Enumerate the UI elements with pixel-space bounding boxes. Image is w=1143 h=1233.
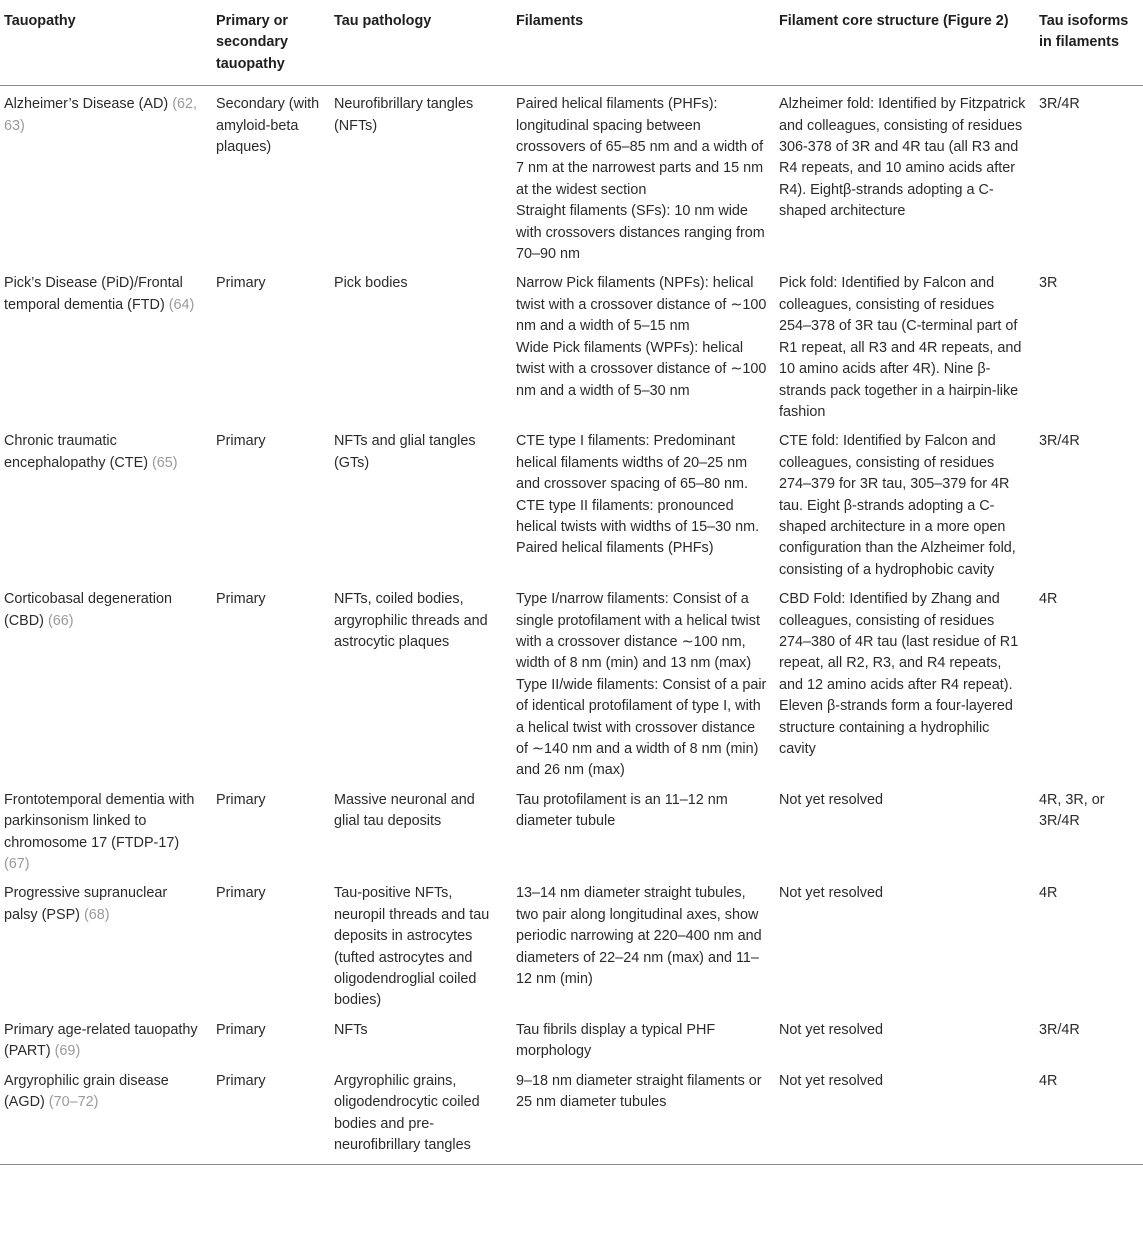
cell-filaments xyxy=(512,879,775,1015)
table-row xyxy=(0,269,1143,427)
tauopathy-name: Alzheimer’s Disease (AD) xyxy=(4,96,169,113)
reference-link[interactable]: (67) xyxy=(4,856,30,873)
cell-tau-pathology: Tau-positive NFTs, neuropil threads and tau deposits in astrocytes (tufted astrocytes and oligodendroglial coiled bodies) xyxy=(334,885,490,1009)
header-tauopathy: Tauopathy xyxy=(0,0,212,86)
cell-filament-core: CBD Fold: Identified by Zhang and colleagues, consisting of residues 274–380 of 4R tau (last residue of R1 repeat, all R2, R3, and R4 repeats, and 12 amino acids after R4 repeat). Eleven β-strands form a four-layered structure containing a hydrophilic cavity xyxy=(779,591,1019,757)
cell-filaments xyxy=(512,427,775,585)
cell-tau-pathology: Massive neuronal and glial tau deposits xyxy=(334,791,475,830)
reference-link[interactable]: (69) xyxy=(54,1043,81,1060)
cell-filament-core: Pick fold: Identified by Falcon and colleagues, consisting of residues 254–378 of 3R tau (C-terminal part of R1 repeat, all R3 and 4R repeats, and 10 amino acids after 4R). Nine β-strands pack together in a hairpin-like fashion xyxy=(779,275,1022,420)
tauopathy-name: Progressive supranuclear palsy (PSP) xyxy=(4,885,168,923)
filament-description: Tau protofilament is an 11–12 nm diameter tubule xyxy=(516,791,728,830)
table-header xyxy=(0,0,1143,86)
filament-description: 9–18 nm diameter straight filaments or 25 nm diameter tubules xyxy=(516,1072,762,1111)
cell-tauopathy-type: Primary xyxy=(216,1021,266,1038)
cell-filaments xyxy=(512,1016,775,1067)
filament-description: Narrow Pick filaments (NPFs): helical twist with a crossover distance of ∼100 nm and a width of 5–15 nm xyxy=(516,275,767,335)
cell-tau-pathology: NFTs xyxy=(334,1021,368,1038)
cell-tauopathy xyxy=(0,1016,212,1067)
reference-link[interactable]: (68) xyxy=(83,906,110,923)
tauopathy-name: Frontotemporal dementia with parkinsonism linked to chromosome 17 (FTDP-17) xyxy=(4,791,195,851)
reference-link[interactable]: (64) xyxy=(168,296,195,313)
filament-description: Tau fibrils display a typical PHF morphology xyxy=(516,1021,716,1060)
filament-description: 13–14 nm diameter straight tubules, two pair along longitudinal axes, show periodic narrowing at 220–400 nm and diameters of 22–24 nm (max) and 11–12 nm (min) xyxy=(516,885,762,988)
cell-filament-core: Not yet resolved xyxy=(779,885,883,902)
cell-tauopathy xyxy=(0,879,212,1015)
filament-description: Wide Pick filaments (WPFs): helical twist with a crossover distance of ∼100 nm and a width of 5–30 nm xyxy=(516,339,767,399)
cell-filament-core: Not yet resolved xyxy=(775,1067,1035,1165)
filament-description: Paired helical filaments (PHFs) xyxy=(516,540,714,557)
cell-tau-isoforms: 4R, 3R, or 3R/4R xyxy=(1039,791,1105,830)
reference-link[interactable]: (66) xyxy=(47,612,74,629)
cell-tauopathy xyxy=(0,86,212,270)
cell-tau-pathology: Neurofibrillary tangles (NFTs) xyxy=(334,96,474,134)
filament-description: Type II/wide filaments: Consist of a pair of identical protofilament of type I, with a helical twist with crossover distance of ∼140 nm and a width of 8 nm (min) and 26 nm (max) xyxy=(516,676,767,779)
table-body xyxy=(0,86,1143,1165)
cell-tauopathy xyxy=(0,585,212,786)
cell-filaments xyxy=(512,786,775,880)
cell-tauopathy xyxy=(0,786,212,880)
table-row xyxy=(0,1067,1143,1165)
header-filaments: Filaments xyxy=(512,0,775,86)
reference-link[interactable]: (62, 63) xyxy=(4,96,198,134)
filament-description: CTE type II filaments: pronounced helical twists with widths of 15–30 nm. xyxy=(516,497,760,535)
filament-description: Straight filaments (SFs): 10 nm wide with crossovers distances ranging from 70–90 nm xyxy=(516,203,765,263)
header-tau-pathology: Tau pathology xyxy=(330,0,512,86)
cell-filaments xyxy=(512,269,775,427)
cell-filament-core: Not yet resolved xyxy=(779,791,883,808)
cell-filaments xyxy=(512,86,775,270)
cell-tau-pathology: NFTs, coiled bodies, argyrophilic threads and astrocytic plaques xyxy=(334,591,488,650)
cell-tau-isoforms: 4R xyxy=(1039,885,1058,902)
reference-link[interactable]: (70–72) xyxy=(48,1094,99,1111)
cell-tau-isoforms: 3R xyxy=(1039,275,1058,292)
cell-filament-core: CTE fold: Identified by Falcon and colleagues, consisting of residues 274–379 for 3R tau, 305–379 for 4R tau. Eight β-strands adopting a C-shaped architecture in a more open configuration than the Alzheimer fold, consisting of a hydrophobic cavity xyxy=(779,433,1016,578)
table-row xyxy=(0,786,1143,880)
table-row xyxy=(0,585,1143,786)
table-row xyxy=(0,879,1143,1015)
table-row xyxy=(0,86,1143,270)
table-row xyxy=(0,427,1143,585)
cell-filaments xyxy=(512,585,775,786)
reference-link[interactable]: (65) xyxy=(151,454,178,471)
cell-tau-isoforms: 4R xyxy=(1039,591,1058,608)
cell-tau-pathology: Pick bodies xyxy=(334,275,408,292)
cell-tauopathy xyxy=(0,1067,212,1165)
cell-tauopathy-type: Primary xyxy=(212,1067,330,1165)
table-row xyxy=(0,1016,1143,1067)
cell-tauopathy xyxy=(0,269,212,427)
filament-description: CTE type I filaments: Predominant helical filaments widths of 20–25 nm and crossover spacing of 65–80 nm. xyxy=(516,433,748,493)
cell-tauopathy-type: Primary xyxy=(216,433,266,450)
filament-description: Type I/narrow filaments: Consist of a single protofilament with a helical twist with a crossover distance ∼100 nm, width of 8 nm (min) and 13 nm (max) xyxy=(516,591,760,672)
tauopathy-name: Chronic traumatic encephalopathy (CTE) xyxy=(4,433,148,471)
tauopathy-name: Corticobasal degeneration (CBD) xyxy=(4,591,173,629)
filament-description: Paired helical filaments (PHFs): longitudinal spacing between crossovers of 65–85 nm and a width of 7 nm at the narrowest parts and 15 nm at the widest section xyxy=(516,96,764,198)
tauopathy-name: Pick’s Disease (PiD)/Frontal temporal dementia (FTD) xyxy=(4,275,183,313)
cell-tau-pathology: Argyrophilic grains, oligodendrocytic coiled bodies and pre-neurofibrillary tangles xyxy=(330,1067,512,1165)
cell-tau-pathology: NFTs and glial tangles (GTs) xyxy=(334,433,476,471)
cell-tauopathy-type: Secondary (with amyloid-beta plaques) xyxy=(216,96,320,156)
cell-filament-core: Alzheimer fold: Identified by Fitzpatrick and colleagues, consisting of residues 306-378 of 3R and 4R tau (all R3 and R4 repeats, and 10 amino acids after R4). Eightβ-strands adopting a C-shaped architecture xyxy=(779,96,1026,220)
tauopathy-name: Argyrophilic grain disease (AGD) xyxy=(4,1072,169,1111)
cell-tauopathy xyxy=(0,427,212,585)
header-row xyxy=(0,0,1143,86)
tauopathy-name: Primary age-related tauopathy (PART) xyxy=(4,1021,198,1060)
cell-tauopathy-type: Primary xyxy=(216,275,266,292)
cell-filament-core: Not yet resolved xyxy=(779,1021,883,1038)
cell-tau-isoforms: 3R/4R xyxy=(1039,96,1080,113)
header-filament-core-structure: Filament core structure (Figure 2) xyxy=(775,0,1035,86)
cell-filaments xyxy=(512,1067,775,1165)
cell-tauopathy-type: Primary xyxy=(216,791,266,808)
cell-tau-isoforms: 4R xyxy=(1035,1067,1143,1165)
cell-tau-isoforms: 3R/4R xyxy=(1039,433,1080,450)
cell-tauopathy-type: Primary xyxy=(216,885,266,902)
cell-tau-isoforms: 3R/4R xyxy=(1039,1021,1080,1038)
header-tau-isoforms: Tau isoforms in filaments xyxy=(1035,0,1143,86)
cell-tauopathy-type: Primary xyxy=(216,591,266,608)
header-primary-secondary: Primary or secondary tauopathy xyxy=(212,0,330,86)
